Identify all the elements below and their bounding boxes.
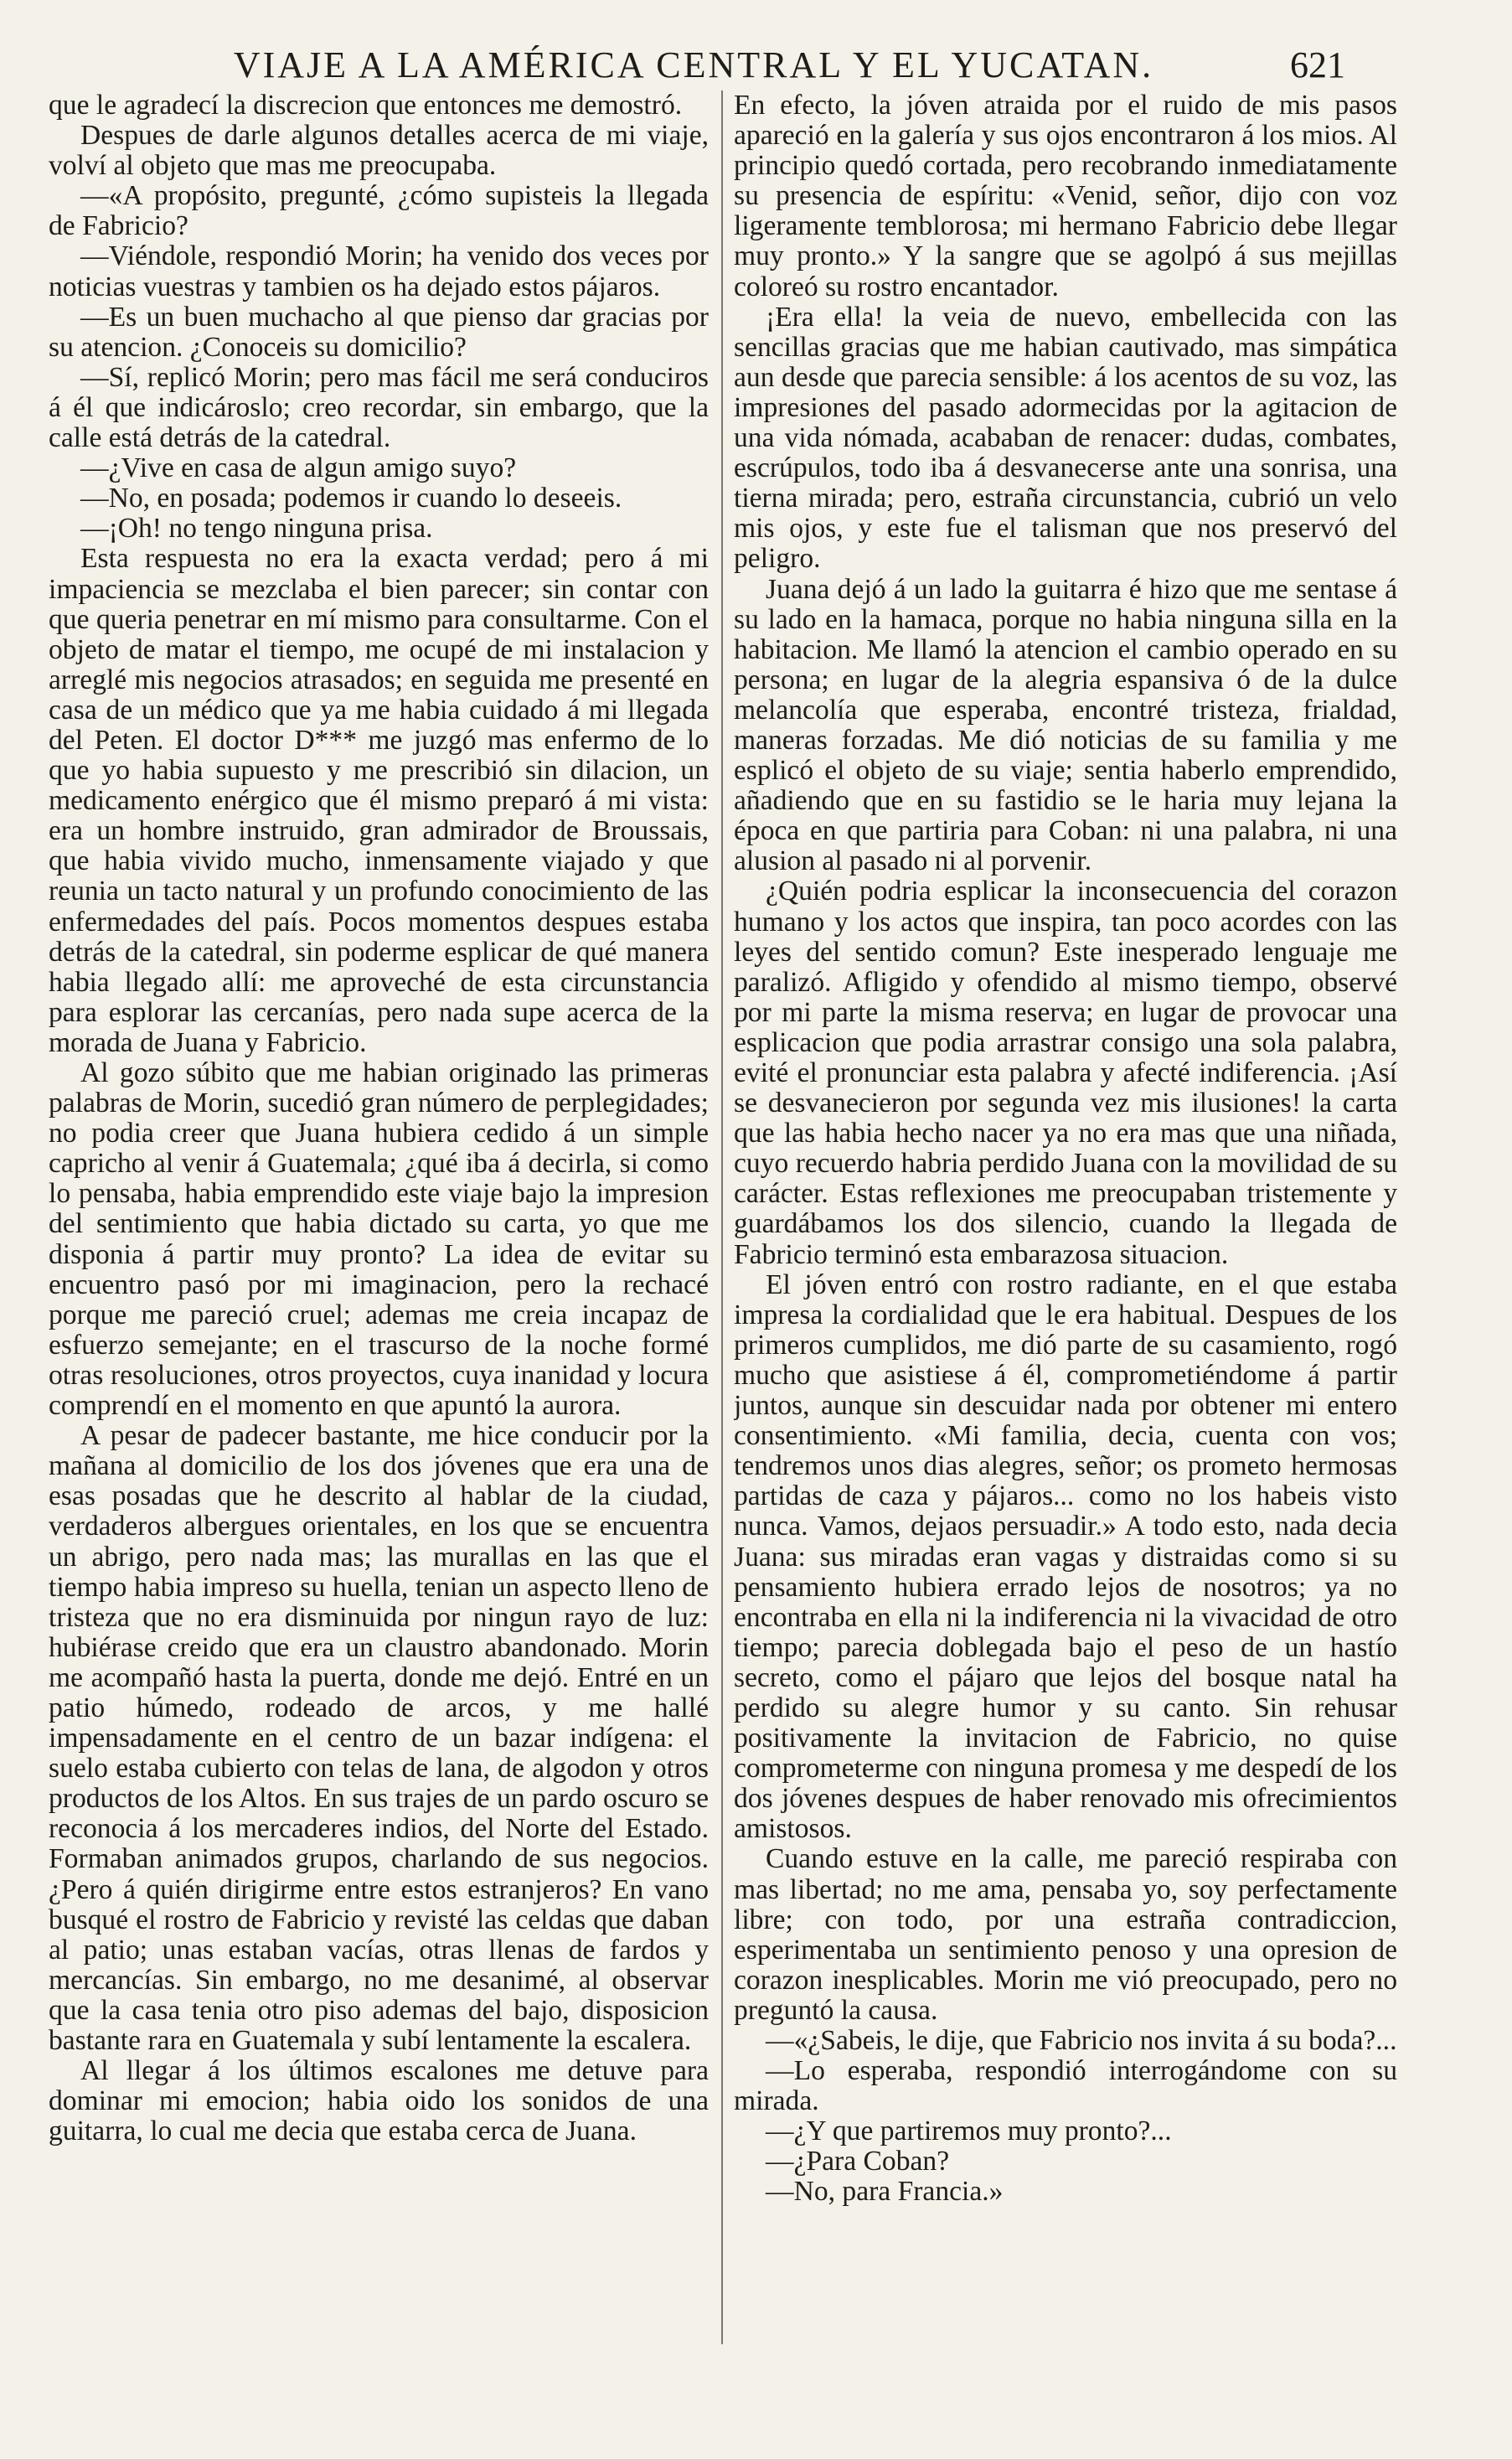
running-title: VIAJE A LA AMÉRICA CENTRAL Y EL YUCATAN. bbox=[233, 44, 1154, 85]
column-divider bbox=[721, 90, 723, 2344]
paragraph: —¿Para Coban? bbox=[766, 2146, 950, 2177]
paragraph: Cuando estuve en la calle, me pareció respiraba con mas libertad; no me ama, pensaba yo, soy perfectamente libre; con todo, por una estraña contradiccion, esperimentaba un sentimiento penoso y una opresion de corazon inesplicables. Morin me vió preocupado, pero no preguntó la causa. bbox=[734, 1843, 1397, 2026]
page-number: 621 bbox=[1290, 44, 1345, 85]
paragraph: —«¿Sabeis, le dije, que Fabricio nos invita á su boda?... bbox=[766, 2025, 1397, 2056]
paragraph: Juana dejó á un lado la guitarra é hizo que me sentase á su lado en la hamaca, porque no habia ninguna silla en la habitacion. Me llamó la atencion el cambio operado en su persona; en lugar de la alegria espansiva ó de la dulce melancolía que esperaba, encontré tristeza, frialdad, maneras forzadas. Me dió noticias de su familia y me esplicó el objeto de su viaje; sentia haberlo emprendido, añadiendo que en su fastidio se le haria muy lejana la época en que partiria para Coban: ni una palabra, ni una alusion al pasado ni al porvenir. bbox=[734, 573, 1397, 877]
paragraph: —No, para Francia.» bbox=[766, 2176, 1004, 2208]
paragraph: Despues de darle algunos detalles acerca de mi viaje, volví al objeto que mas me preocupaba. bbox=[49, 120, 709, 182]
paragraph: ¿Quién podria esplicar la inconsecuencia del corazon humano y los actos que inspira, tan poco acordes con las leyes del sentido comun? Este inesperado lenguaje me paralizó. Afligido y ofendido al mismo tiempo, observé por mi parte la misma reserva; en lugar de provocar una esplicacion que podia arrastrar consigo una sola palabra, evité el pronunciar esta palabra y afecté indiferencia. ¡Así se desvanecieron por segunda vez mis ilusiones! la carta que las habia hecho nacer ya no era mas que una niñada, cuyo recuerdo habria perdido Juana con la movilidad de su carácter. Estas reflexiones me preocupaban tristemente y guardábamos los dos silencio, cuando la llegada de Fabricio terminó esta embarazosa situacion. bbox=[734, 876, 1397, 1270]
paragraph: —Viéndole, respondió Morin; ha venido dos veces por noticias vuestras y tambien os ha dejado estos pájaros. bbox=[49, 240, 709, 302]
paragraph: —Lo esperaba, respondió interrogándome con su mirada. bbox=[734, 2055, 1397, 2117]
paragraph: En efecto, la jóven atraida por el ruido de mis pasos apareció en la galería y sus ojos encontraron á los mios. Al principio quedó cortada, pero recobrando inmediatamente su presencia de espíritu: «Venid, señor, dijo con voz ligeramente temblorosa; mi hermano Fabricio debe llegar muy pronto.» Y la sangre que se agolpó á sus mejillas coloreó su rostro encantador. bbox=[734, 90, 1397, 302]
paragraph: —Es un buen muchacho al que pienso dar gracias por su atencion. ¿Conoceis su domicilio? bbox=[49, 301, 709, 363]
right-column bbox=[734, 90, 1397, 2428]
paragraph: —«A propósito, pregunté, ¿cómo supisteis la llegada de Fabricio? bbox=[49, 180, 709, 242]
paragraph: —Sí, replicó Morin; pero mas fácil me será conduciros á él que indicároslo; creo recordar, sin embargo, que la calle está detrás de la catedral. bbox=[49, 361, 709, 454]
paragraph: A pesar de padecer bastante, me hice conducir por la mañana al domicilio de los dos jóvenes que era una de esas posadas que he descrito al hablar de la ciudad, verdaderos albergues orientales, en los que se encuentra un abrigo, pero nada mas; las murallas en las que el tiempo habia impreso su huella, tenian un aspecto lleno de tristeza que no era disminuida por ningun rayo de luz: hubiérase creido que era un claustro abandonado. Morin me acompañó hasta la puerta, donde me dejó. Entré en un patio húmedo, rodeado de arcos, y me hallé impensadamente en el centro de un bazar indígena: el suelo estaba cubierto con telas de lana, de algodon y otros productos de los Altos. En sus trajes de un pardo oscuro se reconocia á los mercaderes indios, del Norte del Estado. Formaban animados grupos, charlando de sus negocios. ¿Pero á quién dirigirme entre estos estranjeros? En vano busqué el rostro de Fabricio y revisté las celdas que daban al patio; unas estaban vacías, otras llenas de fardos y mercancías. Sin embargo, no me desanimé, al observar que la casa tenia otro piso ademas del bajo, disposicion bastante rara en Guatemala y subí lentamente la escalera. bbox=[49, 1420, 709, 2056]
left-column bbox=[49, 90, 709, 2428]
paragraph: —¡Oh! no tengo ninguna prisa. bbox=[80, 513, 433, 545]
paragraph: que le agradecí la discrecion que entonces me demostró. bbox=[49, 90, 683, 121]
paragraph: —No, en posada; podemos ir cuando lo deseeis. bbox=[80, 483, 622, 514]
paragraph: Al llegar á los últimos escalones me detuve para dominar mi emocion; habia oido los sonidos de una guitarra, lo cual me decia que estaba cerca de Juana. bbox=[49, 2055, 709, 2147]
page-header bbox=[49, 40, 1345, 90]
paragraph: —¿Vive en casa de algun amigo suyo? bbox=[80, 452, 517, 484]
paragraph: Al gozo súbito que me habian originado las primeras palabras de Morin, sucedió gran número de perplegidades; no podia creer que Juana hubiera cedido á un simple capricho al venir á Guatemala; ¿qué iba á decirla, si como lo pensaba, habia emprendido este viaje bajo la impresion del sentimiento que habia dictado su carta, yo que me disponia á partir muy pronto? La idea de evitar su encuentro pasó por mi imaginacion, pero la rechacé porque me pareció cruel; ademas me creia incapaz de esfuerzo semejante; en el trascurso de la noche formé otras resoluciones, otros proyectos, cuya inanidad y locura comprendí en el momento en que apuntó la aurora. bbox=[49, 1057, 709, 1422]
paragraph: El jóven entró con rostro radiante, en el que estaba impresa la cordialidad que le era habitual. Despues de los primeros cumplidos, me dió parte de su casamiento, rogó mucho que asistiese á él, comprometiéndome á partir juntos, aunque sin descuidar nada por obtener mi entero consentimiento. «Mi familia, decia, cuenta con vos; tendremos unos dias alegres, señor; os prometo hermosas partidas de caza y pájaros... como no los habeis visto nunca. Vamos, dejaos persuadir.» A todo esto, nada decia Juana: sus miradas eran vagas y distraidas como si su pensamiento hubiera errado lejos de nosotros; ya no encontraba en ella ni la indiferencia ni la vivacidad de otro tiempo; parecia doblegada bajo el peso de un hastío secreto, como el pájaro que lejos del bosque natal ha perdido su alegre humor y su canto. Sin rehusar positivamente la invitacion de Fabricio, no quise comprometerme con ninguna promesa y me despedí de los dos jóvenes despues de haber renovado mis ofrecimientos amistosos. bbox=[734, 1268, 1397, 1845]
paragraph: Esta respuesta no era la exacta verdad; pero á mi impaciencia se mezclaba el bien parecer; sin contar con que queria penetrar en mí mismo para consultarme. Con el objeto de matar el tiempo, me ocupé de mi instalacion y arreglé mis negocios atrasados; en seguida me presenté en casa de un médico que ya me habia cuidado á mi llegada del Peten. El doctor D*** me juzgó mas enfermo de lo que yo habia supuesto y me prescribió sin dilacion, un medicamento enérgico que él mismo preparó á mi vista: era un hombre instruido, gran admirador de Broussais, que habia vivido mucho, inmensamente viajado y que reunia un tacto natural y un profundo conocimiento de las enfermedades del país. Pocos momentos despues estaba detrás de la catedral, sin poderme esplicar de qué manera habia llegado allí: me aproveché de esta circunstancia para esplorar las cercanías, pero nada supe acerca de la morada de Juana y Fabricio. bbox=[49, 543, 709, 1058]
paragraph: ¡Era ella! la veia de nuevo, embellecida con las sencillas gracias que me habian cautivado, mas simpática aun desde que parecia sensible: á los acentos de su voz, las impresiones del pasado adormecidas por la agitacion de una vida nómada, acababan de renacer: dudas, combates, escrúpulos, todo iba á desvanecerse ante una sonrisa, una tierna mirada; pero, estraña circunstancia, cubrió un velo mis ojos, y este fue el talisman que nos preservó del peligro. bbox=[734, 301, 1397, 575]
paragraph: —¿Y que partiremos muy pronto?... bbox=[766, 2115, 1172, 2147]
